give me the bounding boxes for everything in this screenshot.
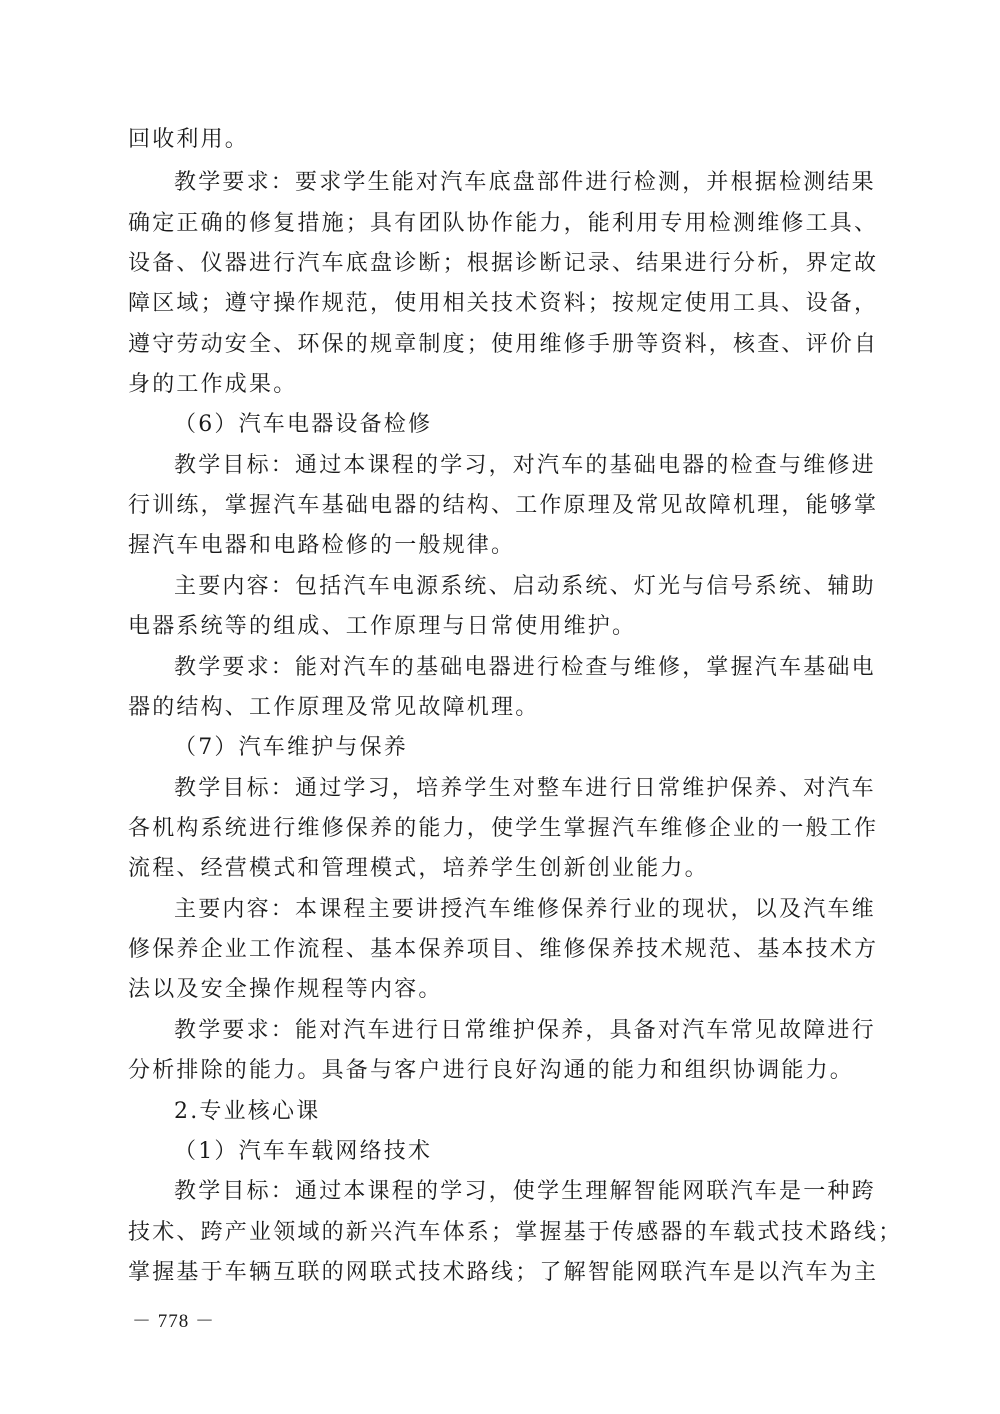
text-line: 修保养企业工作流程、基本保养项目、维修保养技术规范、基本技术方 bbox=[128, 937, 879, 962]
text-line: 法以及安全操作规程等内容。 bbox=[128, 977, 443, 1002]
text-line: 电器系统等的组成、工作原理与日常使用维护。 bbox=[128, 614, 637, 639]
text-line: 行训练，掌握汽车基础电器的结构、工作原理及常见故障机理，能够掌 bbox=[128, 493, 879, 518]
text-line: 身的工作成果。 bbox=[128, 372, 298, 397]
section-heading: （7）汽车维护与保养 bbox=[174, 735, 408, 760]
text-line: 技术、跨产业领域的新兴汽车体系；掌握基于传感器的车载式技术路线； bbox=[128, 1220, 903, 1245]
text-line: 教学目标：通过本课程的学习，使学生理解智能网联汽车是一种跨 bbox=[174, 1179, 876, 1204]
section-heading: （6）汽车电器设备检修 bbox=[174, 412, 433, 437]
text-line: 教学要求：能对汽车进行日常维护保养，具备对汽车常见故障进行 bbox=[174, 1018, 876, 1043]
text-line: 流程、经营模式和管理模式，培养学生创新创业能力。 bbox=[128, 856, 709, 881]
text-line: 障区域；遵守操作规范，使用相关技术资料；按规定使用工具、设备， bbox=[128, 291, 879, 316]
text-line: 各机构系统进行维修保养的能力，使学生掌握汽车维修企业的一般工作 bbox=[128, 816, 879, 841]
text-line: 器的结构、工作原理及常见故障机理。 bbox=[128, 695, 540, 720]
text-line: 设备、仪器进行汽车底盘诊断；根据诊断记录、结果进行分析，界定故 bbox=[128, 251, 879, 276]
text-line: 教学目标：通过学习，培养学生对整车进行日常维护保养、对汽车 bbox=[174, 776, 876, 801]
text-line: 主要内容：包括汽车电源系统、启动系统、灯光与信号系统、辅助 bbox=[174, 574, 876, 599]
section-heading: 2.专业核心课 bbox=[174, 1099, 321, 1124]
text-line: 确定正确的修复措施；具有团队协作能力，能利用专用检测维修工具、 bbox=[128, 211, 879, 236]
text-line: 握汽车电器和电路检修的一般规律。 bbox=[128, 533, 516, 558]
text-line: 主要内容：本课程主要讲授汽车维修保养行业的现状，以及汽车维 bbox=[174, 897, 876, 922]
text-line: 分析排除的能力。具备与客户进行良好沟通的能力和组织协调能力。 bbox=[128, 1058, 855, 1083]
text-line: 教学目标：通过本课程的学习，对汽车的基础电器的检查与维修进 bbox=[174, 453, 876, 478]
page-number: － 778 － bbox=[132, 1311, 216, 1332]
text-line: 教学要求：能对汽车的基础电器进行检查与维修，掌握汽车基础电 bbox=[174, 655, 876, 680]
text-line: 回收利用。 bbox=[128, 127, 250, 152]
text-line: 掌握基于车辆互联的网联式技术路线；了解智能网联汽车是以汽车为主 bbox=[128, 1260, 879, 1285]
section-heading: （1）汽车车载网络技术 bbox=[174, 1139, 433, 1164]
text-line: 遵守劳动安全、环保的规章制度；使用维修手册等资料，核查、评价自 bbox=[128, 332, 879, 357]
text-line: 教学要求：要求学生能对汽车底盘部件进行检测，并根据检测结果 bbox=[174, 170, 876, 195]
